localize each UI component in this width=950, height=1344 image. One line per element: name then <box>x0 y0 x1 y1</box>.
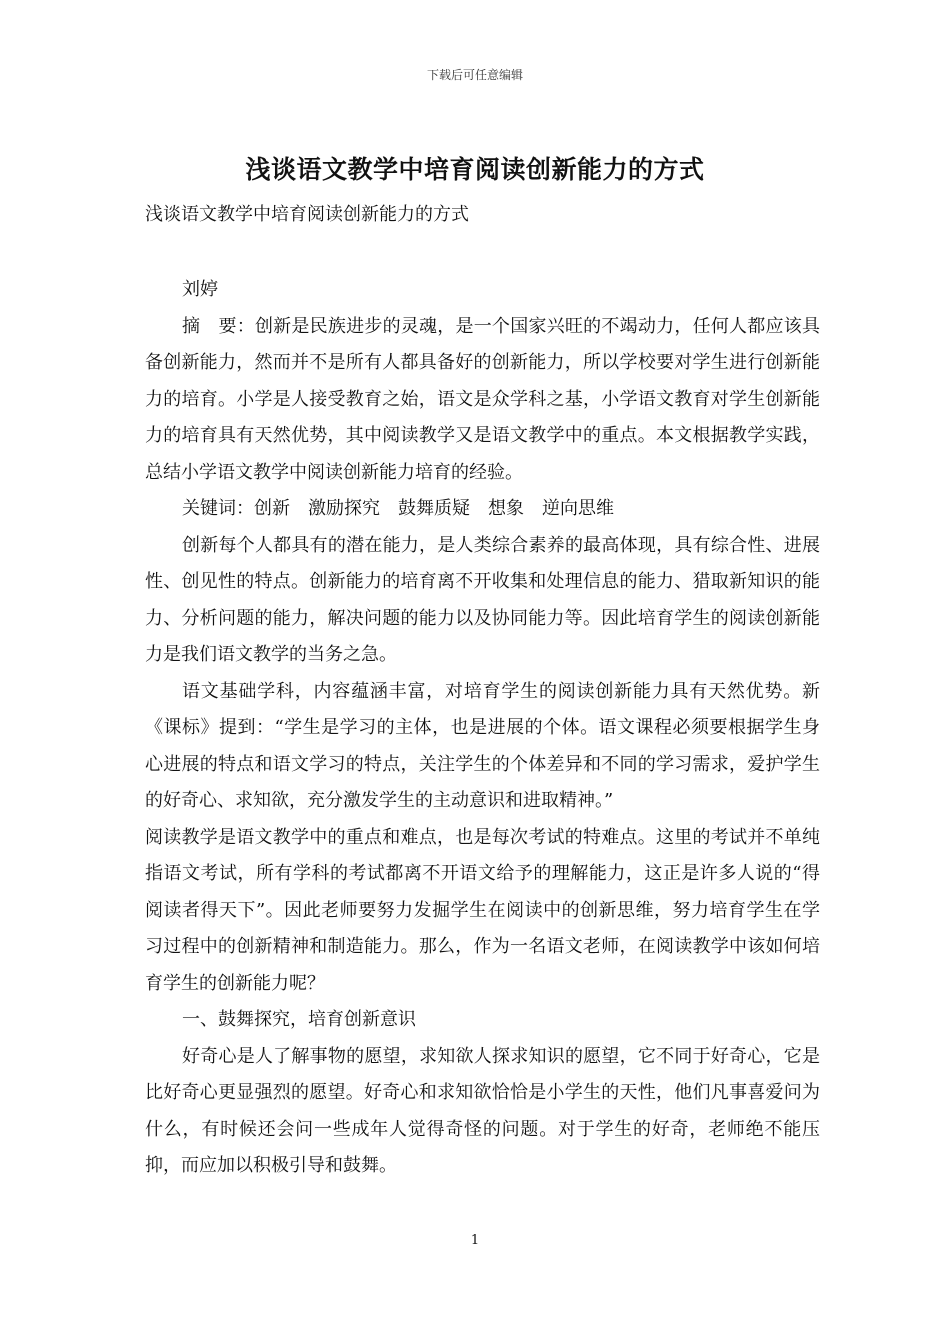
document-body <box>145 272 820 1185</box>
section-heading: 一、鼓舞探究，培育创新意识 <box>182 1009 416 1030</box>
document-subtitle: 浅谈语文教学中培育阅读创新能力的方式 <box>145 204 469 225</box>
body-paragraph: 语文基础学科，内容蕴涵丰富，对培育学生的阅读创新能力具有天然优势。新《课标》提到：“学生是学习的主体，也是进展的个体。语文课程必须要根据学生身心进展的特点和语文学习的特点，关注学生的个体差异和不同的学习需求，爱护学生的好奇心、求知欲，充分激发学生的主动意识和进取精神。” <box>145 680 820 811</box>
body-paragraph: 创新每个人都具有的潜在能力，是人类综合素养的最高体现，具有综合性、进展性、创见性的特点。创新能力的培育离不开收集和处理信息的能力、猎取新知识的能力、分析问题的能力，解决问题的能力以及协同能力等。因此培育学生的阅读创新能力是我们语文教学的当务之急。 <box>145 534 820 665</box>
body-paragraph: 阅读教学是语文教学中的重点和难点，也是每次考试的特难点。这里的考试并不单纯指语文考试，所有学科的考试都离不开语文给予的理解能力，这正是许多人说的“得阅读者得天下”。因此老师要努力发掘学生在阅读中的创新思维，努力培育学生在学习过程中的创新精神和制造能力。那么，作为一名语文老师，在阅读教学中该如何培育学生的创新能力呢？ <box>145 826 820 994</box>
document-title: 浅谈语文教学中培育阅读创新能力的方式 <box>245 155 705 184</box>
keywords: 关键词：创新 激励探究 鼓舞质疑 想象 逆向思维 <box>182 498 614 519</box>
author: 刘婷 <box>182 279 218 300</box>
section-paragraph: 好奇心是人了解事物的愿望，求知欲人探求知识的愿望，它不同于好奇心，它是比好奇心更显强烈的愿望。好奇心和求知欲恰恰是小学生的天性，他们凡事喜爱问为什么，有时候还会问一些成年人觉得奇怪的问题。对于学生的好奇，老师绝不能压抑，而应加以积极引导和鼓舞。 <box>145 1045 820 1176</box>
header-note: 下载后可任意编辑 <box>426 68 523 82</box>
abstract-paragraph: 摘 要：创新是民族进步的灵魂，是一个国家兴旺的不竭动力，任何人都应该具备创新能力，然而并不是所有人都具备好的创新能力，所以学校要对学生进行创新能力的培育。小学是人接受教育之始，语文是众学科之基，小学语文教育对学生创新能力的培育具有天然优势，其中阅读教学又是语文教学中的重点。本文根据教学实践，总结小学语文教学中阅读创新能力培育的经验。 <box>145 315 820 483</box>
page-number: 1 <box>470 1233 480 1248</box>
